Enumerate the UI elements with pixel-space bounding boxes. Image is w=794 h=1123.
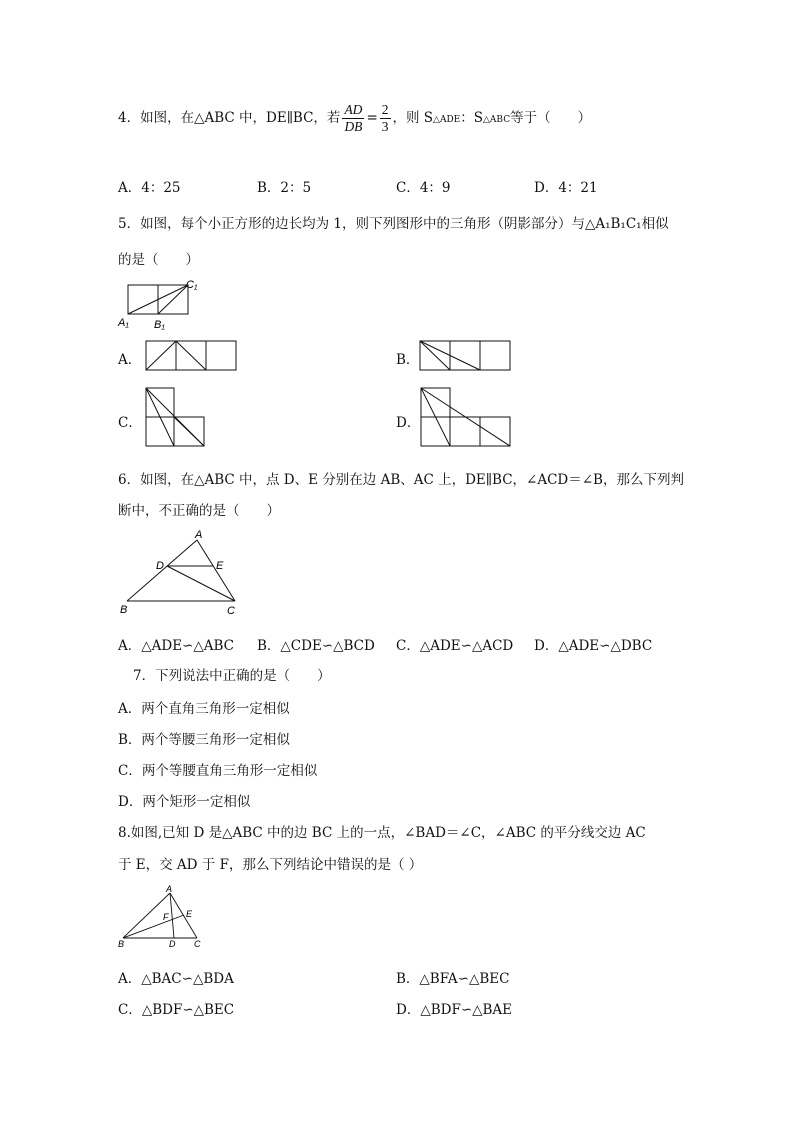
q8-stem-line2: 于 E，交 AD 于 F，那么下列结论中错误的是（ ） [118,857,423,873]
q5-label-b1: B₁ [154,319,165,331]
q4-colon: ：S [460,110,484,126]
q4-sub-ade: △ADE [433,115,461,125]
q8-segment-be [123,915,184,938]
q5-label-a1: A₁ [118,317,129,329]
q7-option-c[interactable]: C．两个等腰直角三角形一定相似 [118,763,318,779]
q5-label-c1: C₁ [186,279,198,291]
q6-label-a: A [195,529,203,541]
q6-option-d[interactable]: D．△ADE∽△DBC [534,638,653,654]
q6-label-d: D [156,560,164,572]
q7-option-d[interactable]: D．两个矩形一定相似 [118,794,251,810]
q8-option-d[interactable]: D．△BDF∽△BAE [396,1002,513,1018]
q6-option-b[interactable]: B．△CDE∽△BCD [257,638,375,654]
q4-suffix-b: 等于（ ） [510,110,592,126]
q8-label-b: B [118,939,125,949]
q6-stem-line2: 断中，不正确的是（ ） [118,503,280,519]
q4-option-a[interactable]: A．4：25 [118,180,181,196]
q5-option-d[interactable]: D． [396,415,421,431]
q4-frac1-num: AD [344,102,363,117]
q7-option-b[interactable]: B．两个等腰三角形一定相似 [118,732,290,748]
q4-option-d[interactable]: D．4：21 [534,180,598,196]
q6-label-e: E [216,560,224,572]
q8-label-e: E [186,909,193,919]
q5-option-b[interactable]: B． [396,352,420,368]
q5-stem-line2: 的是（ ） [118,252,199,268]
q8-stem-line1: 8.如图,已知 D 是△ABC 中的边 BC 上的一点，∠BAD＝∠C，∠ABC 的平分线交边 AC [118,825,646,841]
q4-frac2-den: 3 [381,119,389,134]
q4-option-c[interactable]: C．4：9 [396,180,451,196]
q6-option-c[interactable]: C．△ADE∽△ACD [396,638,514,654]
q6-stem-line1: 6．如图，在△ABC 中，点 D、E 分别在边 AB、AC 上，DE∥BC，∠ACD＝∠B，那么下列判 [118,472,684,488]
q4-option-b[interactable]: B．2：5 [257,180,312,196]
q8-option-c[interactable]: C．△BDF∽△BEC [118,1002,235,1018]
q8-option-a[interactable]: A．△BAC∽△BDA [118,971,234,987]
q8-label-f: F [163,912,169,922]
q7-option-a[interactable]: A．两个直角三角形一定相似 [118,701,290,717]
q4-sub-abc: △ABC [483,115,511,125]
q6-label-c: C [227,605,235,617]
q6-option-a[interactable]: A．△ADE∽△ABC [118,638,235,654]
q8-label-a: A [166,884,173,894]
q4-prefix: 4．如图，在△ABC 中，DE∥BC，若 [118,110,341,126]
q8-label-c: C [194,939,201,949]
q4-frac2-num: 2 [381,102,389,117]
q8-label-d: D [169,939,176,949]
q8-segment-ad [170,893,174,938]
q8-option-b[interactable]: B．△BFA∽△BEC [396,971,510,987]
q4-suffix-a: ，则 S [392,110,434,126]
q5-option-a[interactable]: A． [118,352,142,368]
q4-frac1-den: DB [344,119,363,134]
q6-label-b: B [120,604,128,616]
q5-stem-line1: 5．如图，每个小正方形的边长均为 1，则下列图形中的三角形（阴影部分）与△A₁B₁C₁相似 [118,216,669,232]
q5-option-c[interactable]: C． [118,415,142,431]
q4-equals: = [366,110,378,126]
q7-stem: 7．下列说法中正确的是（ ） [133,668,331,684]
